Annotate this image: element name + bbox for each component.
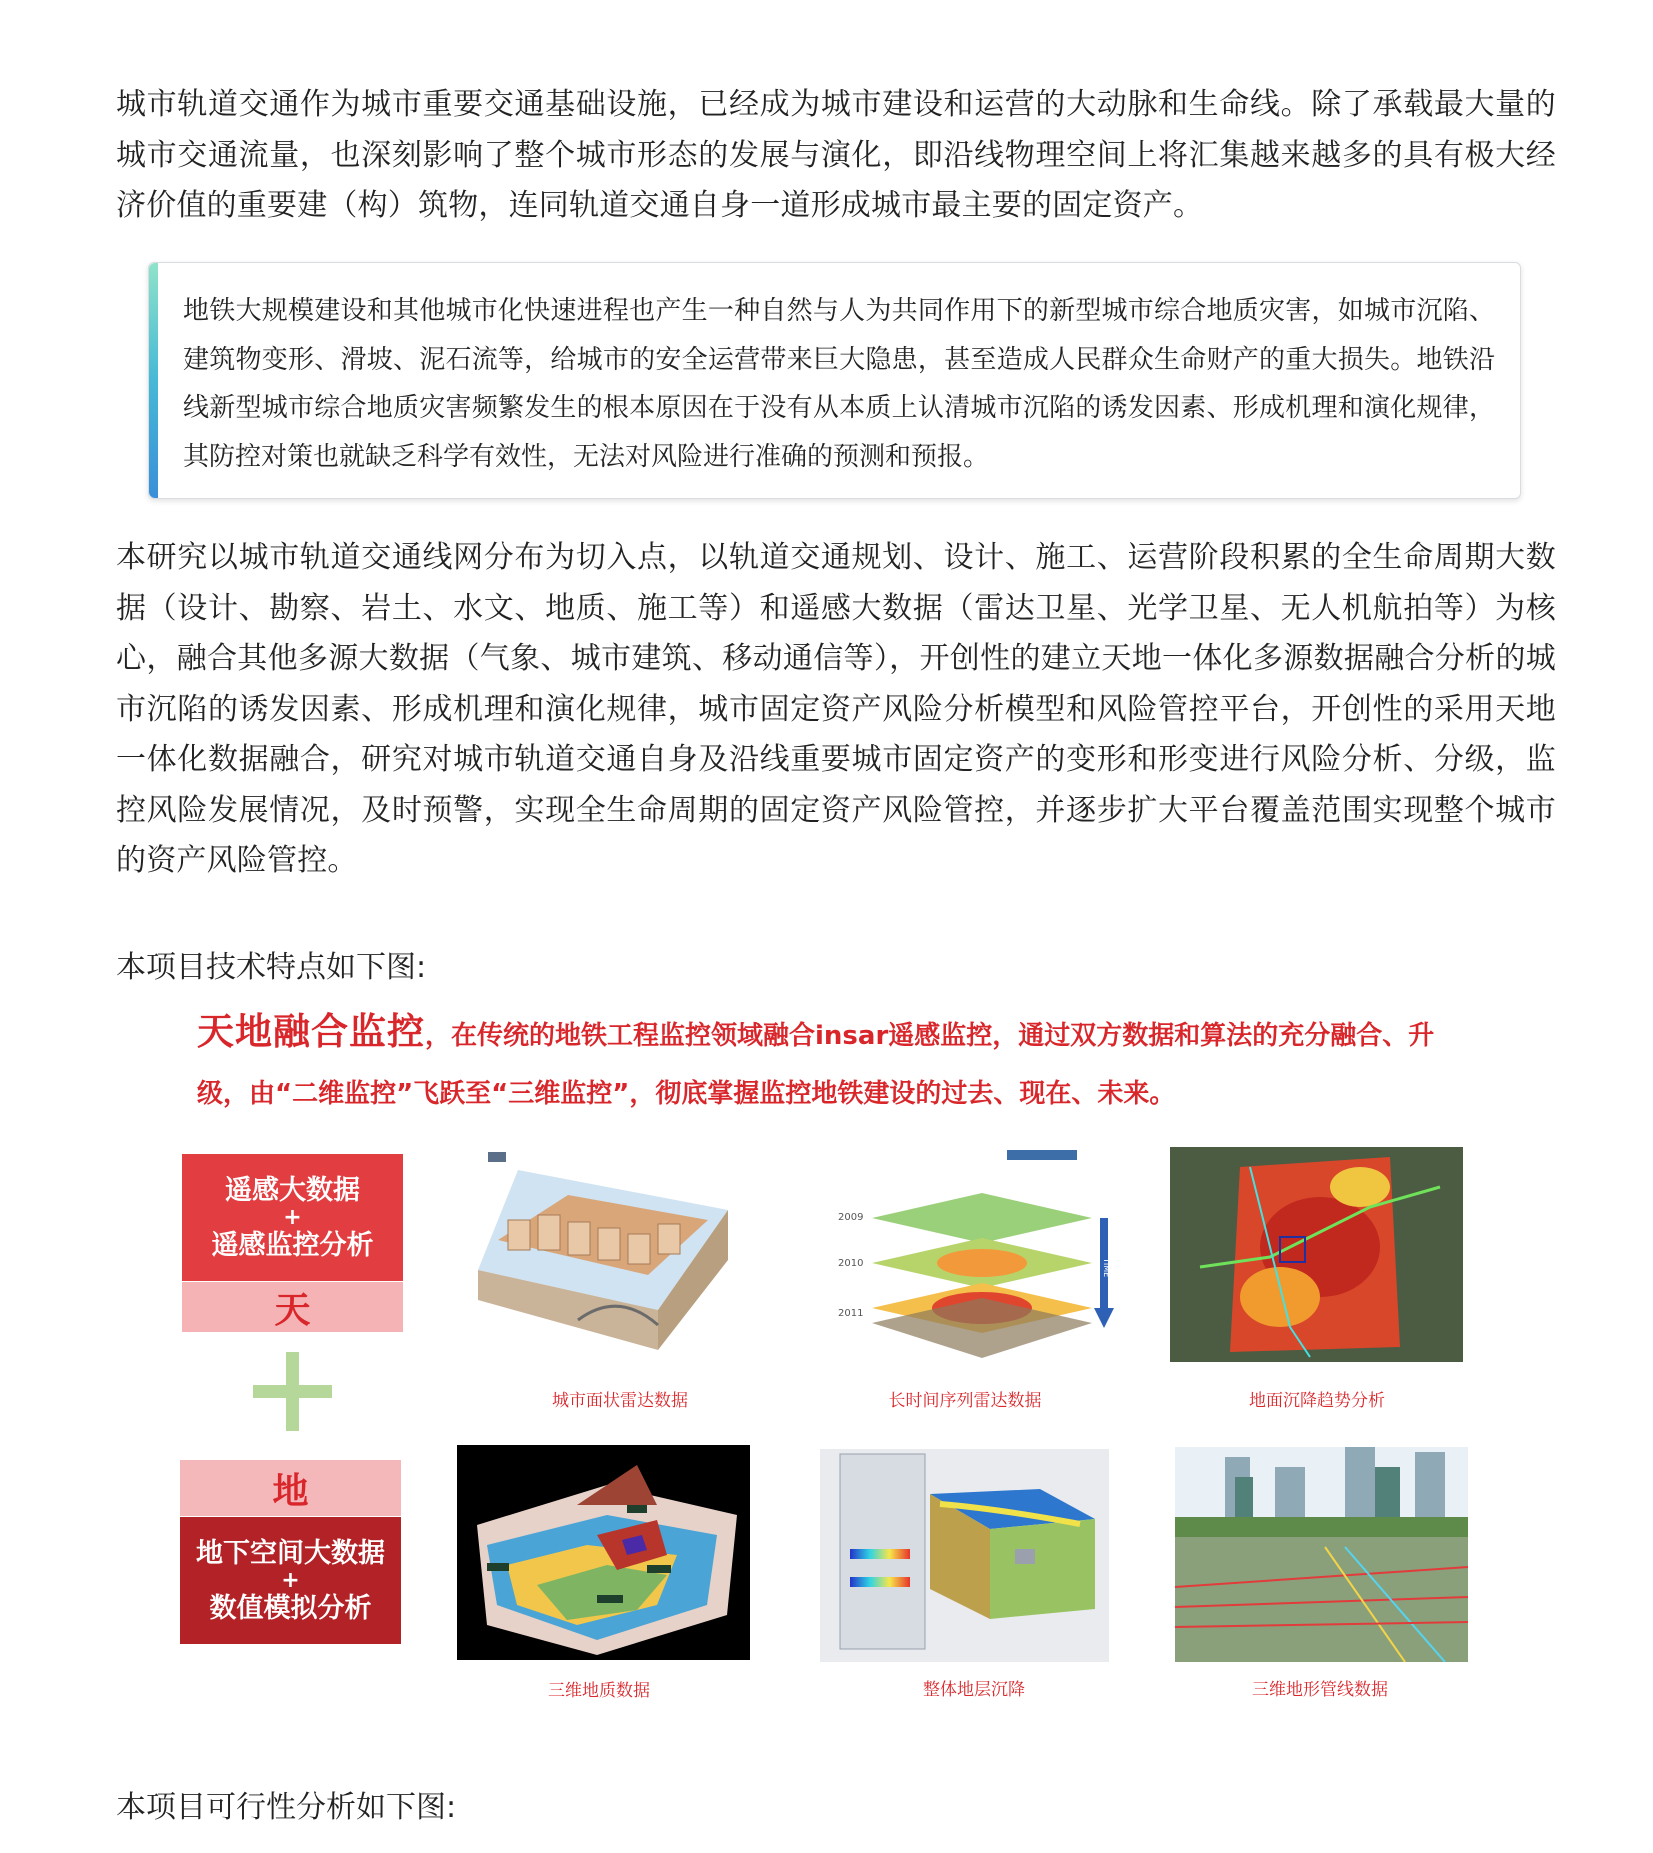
- caption-time-series: 长时间序列雷达数据: [888, 1391, 1042, 1411]
- year-2009: 2009: [838, 1212, 864, 1223]
- sky-label: 天: [182, 1282, 403, 1332]
- research-paragraph: 本研究以城市轨道交通线网分布为切入点，以轨道交通规划、设计、施工、运营阶段积累的全生命周期大数据（设计、勘察、岩土、水文、地质、施工等）和遥感大数据（雷达卫星、光学卫星、无人机航拍等）为核心，融合其他多源大数据（气象、城市建筑、移动通信等），开创性的建立天地一体化多源数据融合分析的城市沉陷的诱发因素、形成机理和演化规律，城市固定资产风险分析模型和风险管控平台，开创性的采用天地一体化数据融合，研究对城市轨道交通自身及沿线重要城市固定资产的变形和形变进行风险分析、分级，监控风险发展情况，及时预警，实现全生命周期的固定资产风险管控，并逐步扩大平台覆盖范围实现整个城市的资产风险管控。: [116, 540, 1556, 878]
- time-series-radar-image: [832, 1148, 1122, 1363]
- quote-accent-bar: [149, 263, 158, 498]
- ground-line2: 数值模拟分析: [209, 1592, 372, 1624]
- geology-3d-image: [457, 1445, 750, 1660]
- figure-title-rest: ，在传统的地铁工程监控领域融合insar遥感监控，通过双方数据和算法的充分融合、升: [425, 1021, 1435, 1051]
- feasibility-intro: 本项目可行性分析如下图:: [116, 1790, 457, 1825]
- intro-paragraph: 城市轨道交通作为城市重要交通基础设施，已经成为城市建设和运营的大动脉和生命线。除了承载最大量的城市交通流量，也深刻影响了整个城市形态的发展与演化，即沿线物理空间上将汇集越来越多的具有极大经济价值的重要建（构）筑物，连同轨道交通自身一道形成城市最主要的固定资产。: [116, 87, 1556, 223]
- caption-subsidence-trend: 地面沉降趋势分析: [1249, 1391, 1385, 1411]
- sky-line1: 遥感大数据: [225, 1174, 360, 1206]
- quote-box: [148, 262, 1521, 499]
- figure-title-highlight: 天地融合监控: [197, 1010, 425, 1053]
- ground-plus: +: [281, 1567, 300, 1593]
- sky-data-box: [182, 1154, 403, 1281]
- quote-text: 地铁大规模建设和其他城市化快速进程也产生一种自然与人为共同作用下的新型城市综合地质灾害，如城市沉陷、建筑物变形、滑坡、泥石流等，给城市的安全运营带来巨大隐患，甚至造成人民群众生命财产的重大损失。地铁沿线新型城市综合地质灾害频繁发生的根本原因在于没有从本质上认清城市沉陷的诱发因素、形成机理和演化规律，其防控对策也就缺乏科学有效性，无法对风险进行准确的预测和预报。: [183, 296, 1495, 472]
- time-axis-label: TIME: [1102, 1258, 1111, 1278]
- figure-title: [197, 1012, 1487, 1056]
- caption-city-radar: 城市面状雷达数据: [552, 1391, 688, 1411]
- ground-label: 地: [180, 1460, 401, 1516]
- tech-features-intro: 本项目技术特点如下图:: [116, 950, 427, 985]
- figure-title-line2: 级，由“二维监控”飞跃至“三维监控”，彻底掌握监控地铁建设的过去、现在、未来。: [197, 1079, 1176, 1109]
- sky-plus: +: [283, 1204, 302, 1230]
- caption-stratum-subsidence: 整体地层沉降: [923, 1680, 1025, 1700]
- caption-terrain-pipeline: 三维地形管线数据: [1252, 1680, 1388, 1700]
- plus-icon: [253, 1352, 332, 1431]
- ground-line1: 地下空间大数据: [196, 1537, 385, 1569]
- city-radar-image: [458, 1150, 748, 1360]
- terrain-pipeline-image: [1175, 1447, 1468, 1662]
- ground-data-box: [180, 1517, 401, 1644]
- sky-line2: 遥感监控分析: [211, 1229, 374, 1261]
- subsidence-trend-image: [1170, 1147, 1463, 1362]
- stratum-subsidence-image: [820, 1449, 1109, 1662]
- year-2011: 2011: [838, 1308, 864, 1319]
- caption-geology-3d: 三维地质数据: [548, 1681, 650, 1701]
- year-2010: 2010: [838, 1258, 864, 1269]
